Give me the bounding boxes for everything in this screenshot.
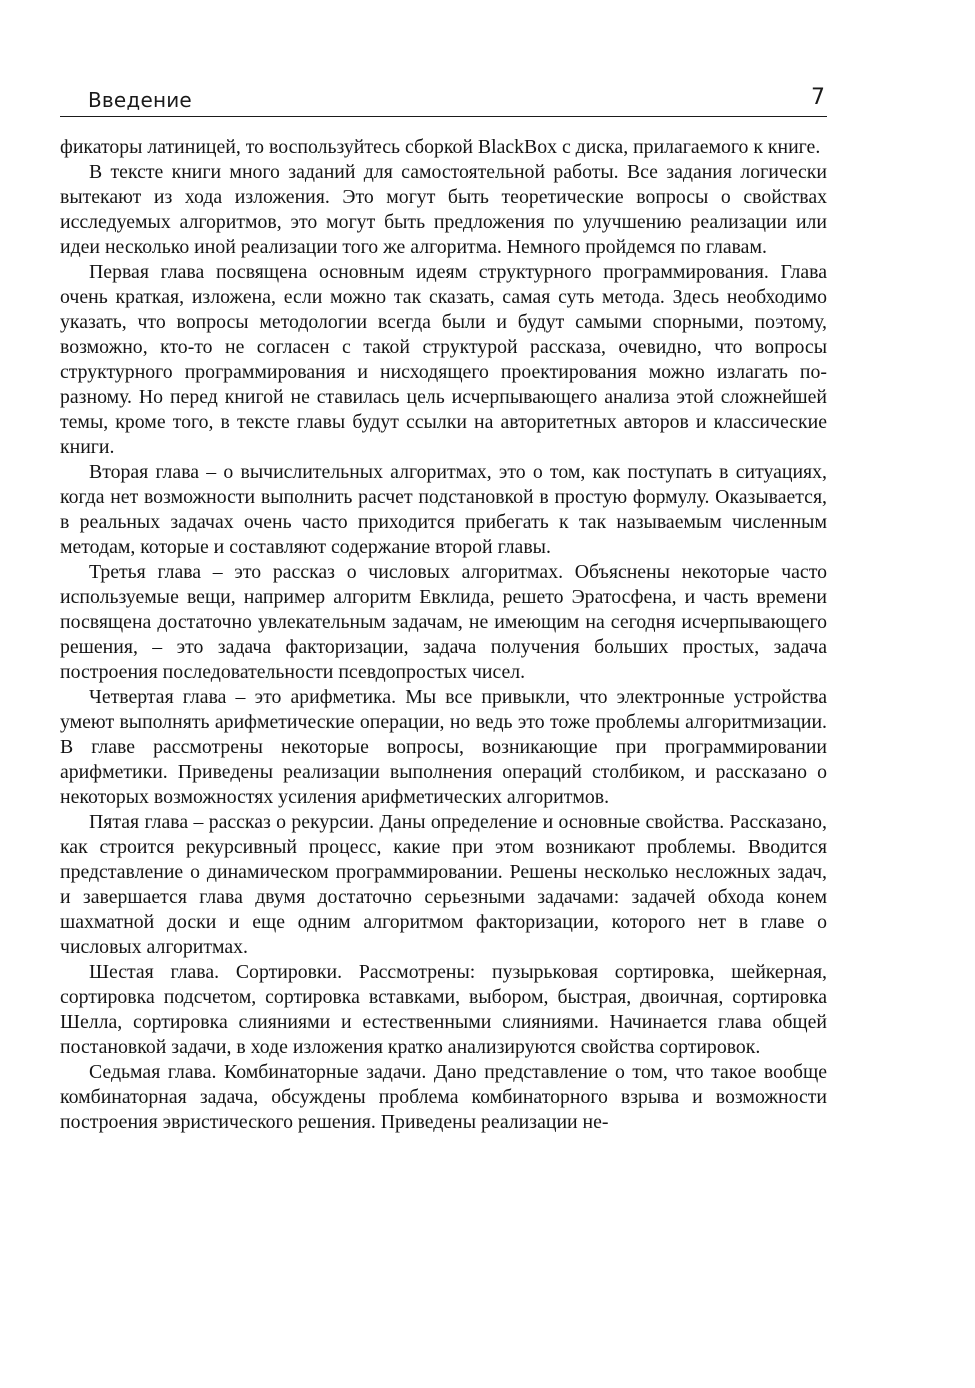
page-number: 7 xyxy=(811,85,825,110)
paragraph-chapter-2: Вторая глава – о вычислительных алгоритмах, это о том, как поступать в ситуациях, когда нет возможности выполнить расчет подстановкой в простую формулу. Оказывается, в реальных задачах очень часто приходится прибегать к так называемым численным методам, которые и составляют содержание второй главы. xyxy=(60,461,827,558)
running-head xyxy=(60,82,827,117)
paragraph-chapter-7: Седьмая глава. Комбинаторные задачи. Дано представление о том, что такое вообще комбинаторная задача, обсуждены проблема комбинаторного взрыва и возможности построения эвристического решения. Приведены реализации не- xyxy=(60,1061,827,1133)
paragraph-chapter-4: Четвертая глава – это арифметика. Мы все привыкли, что электронные устройства умеют выполнять арифметические операции, но ведь это тоже проблемы алгоритмизации. В главе рассмотрены некоторые вопросы, возникающие при программировании арифметики. Приведены реализации выполнения операций столбиком, и рассказано о некоторых возможностях усиления арифметических алгоритмов. xyxy=(60,686,827,808)
paragraph-continuation: фикаторы латиницей, то воспользуйтесь сборкой BlackBox с диска, прилагаемого к книге. xyxy=(60,136,821,158)
paragraph-chapter-1: Первая глава посвящена основным идеям структурного программирования. Глава очень краткая, изложена, если можно так сказать, самая суть метода. Здесь необходимо указать, что вопросы методологии всегда были и будут самыми спорными, поэтому, возможно, кто-то не согласен с такой структурой рассказа, очевидно, что вопросы структурного программирования и нисходящего проектирования можно излагать по-разному. Но перед книгой не ставилась цель исчерпывающего анализа этой сложнейшей темы, кроме того, в тексте главы будут ссылки на авторитетных авторов и классические книги. xyxy=(60,261,827,458)
paragraph-chapter-3: Третья глава – это рассказ о числовых алгоритмах. Объяснены некоторые часто используемые вещи, например алгоритм Евклида, решето Эратосфена, и часть времени посвящена достаточно увлекательным задачам, не имеющим на сегодня исчерпывающего решения, – это задача факторизации, задача получения больших простых, задача построения последовательности псевдопростых чисел. xyxy=(60,561,827,683)
book-page xyxy=(60,82,827,1135)
section-title: Введение xyxy=(88,88,192,112)
paragraph-chapter-5: Пятая глава – рассказ о рекурсии. Даны определение и основные свойства. Рассказано, как строится рекурсивный процесс, какие при этом возникают проблемы. Вводится представление о динамическом программировании. Решены несколько несложных задач, и завершается глава двумя достаточно серьезными задачами: задачей обхода конем шахматной доски и еще одним алгоритмом факторизации, которого нет в главе о числовых алгоритмах. xyxy=(60,811,827,958)
paragraph-exercises: В тексте книги много заданий для самостоятельной работы. Все задания логически вытекают из хода изложения. Это могут быть теоретические вопросы о свойствах исследуемых алгоритмов, это могут быть предложения по улучшению реализации или идеи несколько иной реализации того же алгоритма. Немного пройдемся по главам. xyxy=(60,161,827,258)
paragraph-chapter-6: Шестая глава. Сортировки. Рассмотрены: пузырьковая сортировка, шейкерная, сортировка подсчетом, сортировка вставками, выбором, быстрая, двоичная, сортировка Шелла, сортировка слияниями и естественными слияниями. Начинается глава общей постановкой задачи, в ходе изложения кратко анализируются свойства сортировок. xyxy=(60,961,827,1058)
body-text xyxy=(60,135,827,1135)
